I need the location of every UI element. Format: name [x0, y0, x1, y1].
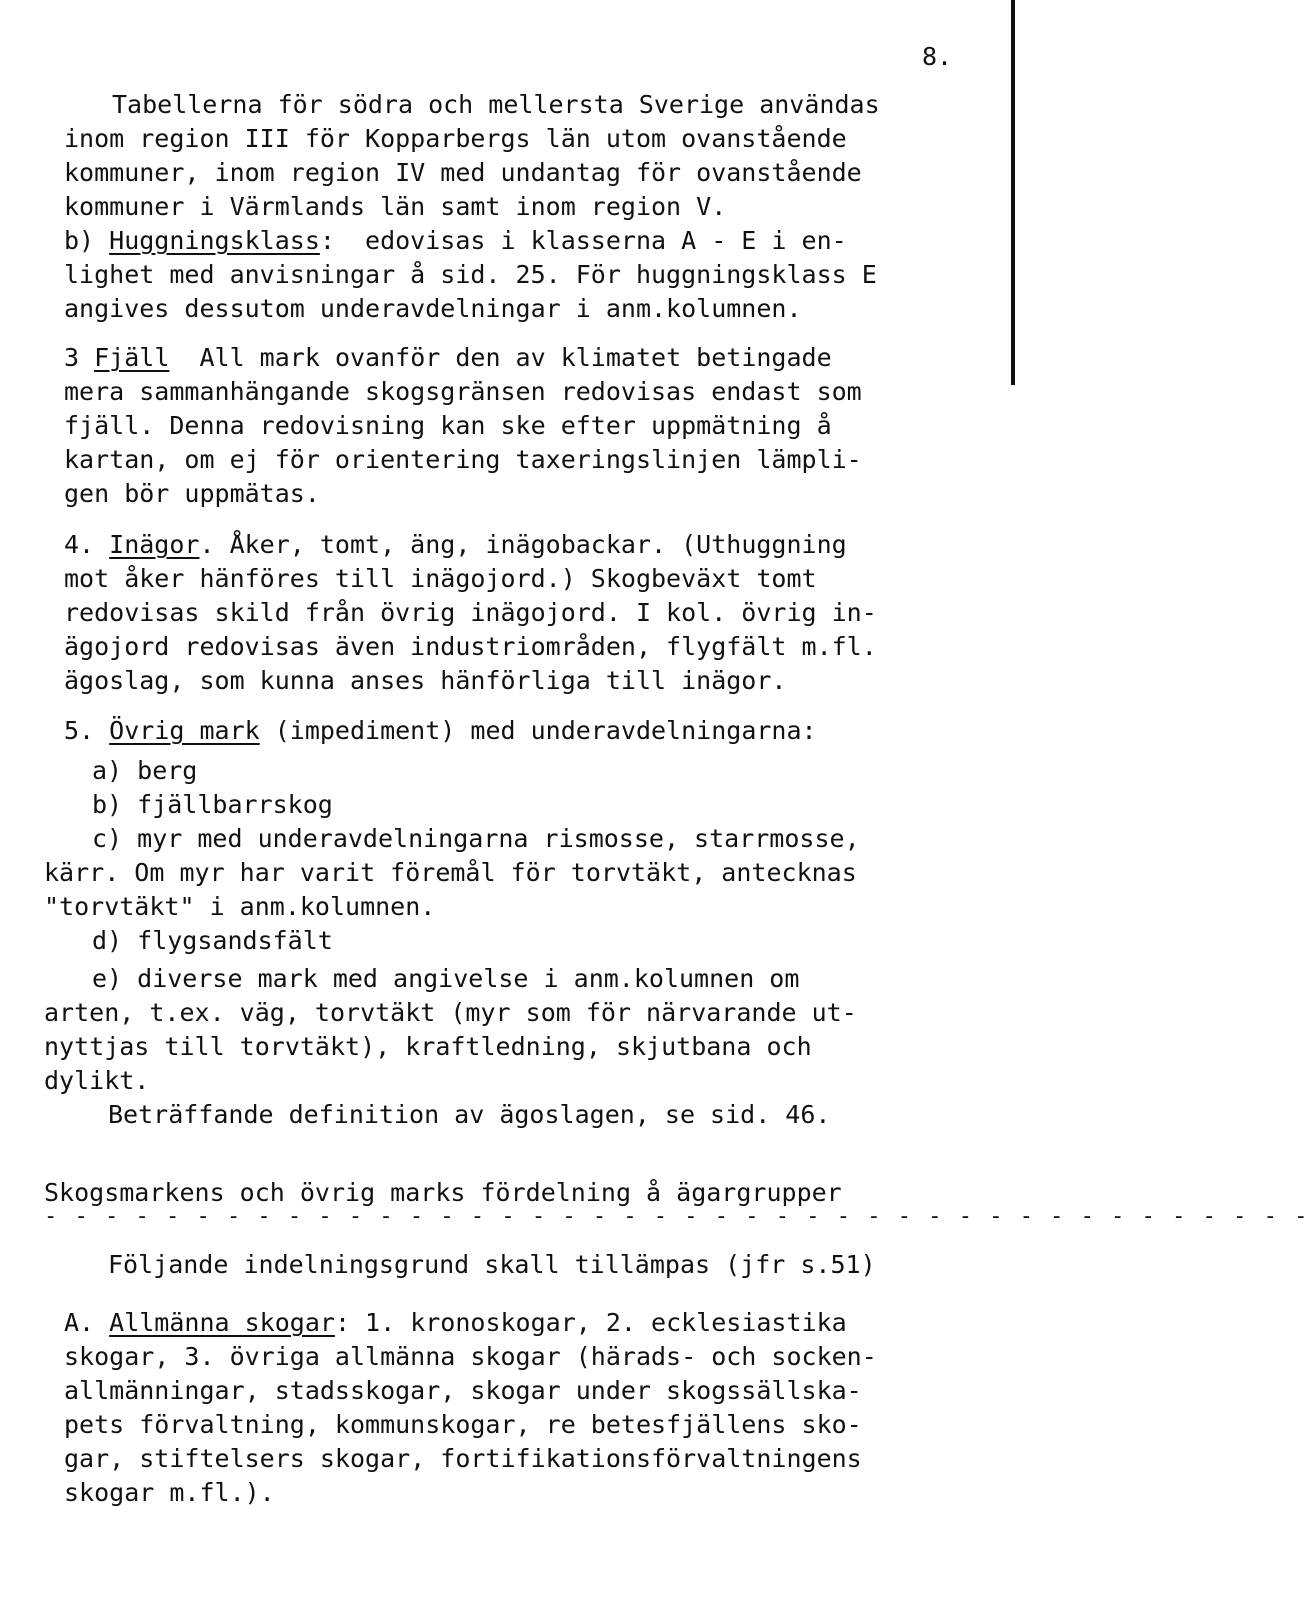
text-line: kommuner, inom region IV med undantag för ovanstående: [64, 158, 862, 187]
term-allmanna-skogar: Allmänna skogar: [109, 1308, 335, 1337]
list-item: e) diverse mark med angivelse i anm.kolumnen om: [92, 964, 800, 993]
text-line: kartan, om ej för orientering taxeringslinjen lämpli-: [64, 445, 862, 474]
text-line: inom region III för Kopparbergs län utom ovanstående: [64, 124, 847, 153]
list-item: b) fjällbarrskog: [92, 790, 333, 819]
term-inagor: Inägor: [109, 530, 200, 559]
line-continuation: All mark ovanför den av klimatet betingade: [169, 343, 832, 372]
term-fjall: Fjäll: [94, 343, 170, 372]
line-continuation: : edovisas i klasserna A - E i en-: [319, 226, 847, 255]
line-continuation: (impediment) med underavdelningarna:: [259, 716, 817, 745]
list-marker: b): [64, 226, 110, 255]
page-number: 8.: [922, 42, 953, 71]
line-continuation: : 1. kronoskogar, 2. ecklesiastika: [334, 1308, 847, 1337]
text-line: allmänningar, stadsskogar, skogar under skogssällska-: [64, 1376, 862, 1405]
margin-rule: [1011, 0, 1015, 385]
text-line: [64, 528, 847, 562]
text-line: pets förvaltning, kommunskogar, re betesfjällens sko-: [64, 1410, 862, 1439]
text-line: Beträffande definition av ägoslagen, se sid. 46.: [108, 1100, 831, 1129]
text-line: lighet med anvisningar å sid. 25. För huggningsklass E: [64, 260, 877, 289]
list-marker: A.: [64, 1308, 110, 1337]
list-item: a) berg: [92, 756, 198, 785]
text-line: mera sammanhängande skogsgränsen redovisas endast som: [64, 377, 862, 406]
text-line: skogar, 3. övriga allmänna skogar (härads- och socken-: [64, 1342, 877, 1371]
term-huggningsklass: Huggningsklass: [109, 226, 320, 255]
line-continuation: . Åker, tomt, äng, inägobackar. (Uthuggning: [199, 530, 847, 559]
text-line: Tabellerna för södra och mellersta Sverige användas: [112, 90, 880, 119]
text-line: [64, 714, 817, 748]
text-line: nyttjas till torvtäkt), kraftledning, skjutbana och: [44, 1032, 812, 1061]
list-marker: 4.: [64, 530, 110, 559]
text-line: gen bör uppmätas.: [64, 479, 320, 508]
text-line: gar, stiftelsers skogar, fortifikationsförvaltningens: [64, 1444, 862, 1473]
text-line: [64, 341, 832, 375]
text-line: "torvtäkt" i anm.kolumnen.: [44, 892, 436, 921]
list-item: d) flygsandsfält: [92, 926, 333, 955]
list-marker: 5.: [64, 716, 110, 745]
text-line: fjäll. Denna redovisning kan ske efter uppmätning å: [64, 411, 832, 440]
text-line: angives dessutom underavdelningar i anm.kolumnen.: [64, 294, 802, 323]
text-line: kommuner i Värmlands län samt inom region V.: [64, 192, 727, 221]
text-line: dylikt.: [44, 1066, 150, 1095]
text-line: ägojord redovisas även industriområden, flygfält m.fl.: [64, 632, 877, 661]
text-line: mot åker hänföres till inägojord.) Skogbeväxt tomt: [64, 564, 817, 593]
text-line: kärr. Om myr har varit föremål för torvtäkt, antecknas: [44, 858, 857, 887]
heading-dashed-rule: - - - - - - - - - - - - - - - - - - - - - - - - - - - - - - - - - - - - - - - - - -: [44, 1204, 1309, 1229]
text-line: [64, 224, 847, 258]
section-heading: Skogsmarkens och övrig marks fördelning å ägargrupper: [44, 1178, 842, 1207]
list-item: c) myr med underavdelningarna rismosse, starrmosse,: [92, 824, 860, 853]
text-line: arten, t.ex. väg, torvtäkt (myr som för närvarande ut-: [44, 998, 857, 1027]
text-line: Följande indelningsgrund skall tillämpas (jfr s.51): [108, 1250, 876, 1279]
text-line: skogar m.fl.).: [64, 1478, 275, 1507]
text-line: ägoslag, som kunna anses hänförliga till inägor.: [64, 666, 787, 695]
text-line: [64, 1306, 847, 1340]
list-marker: 3: [64, 343, 95, 372]
term-ovrig-mark: Övrig mark: [109, 716, 260, 745]
text-line: redovisas skild från övrig inägojord. I kol. övrig in-: [64, 598, 877, 627]
